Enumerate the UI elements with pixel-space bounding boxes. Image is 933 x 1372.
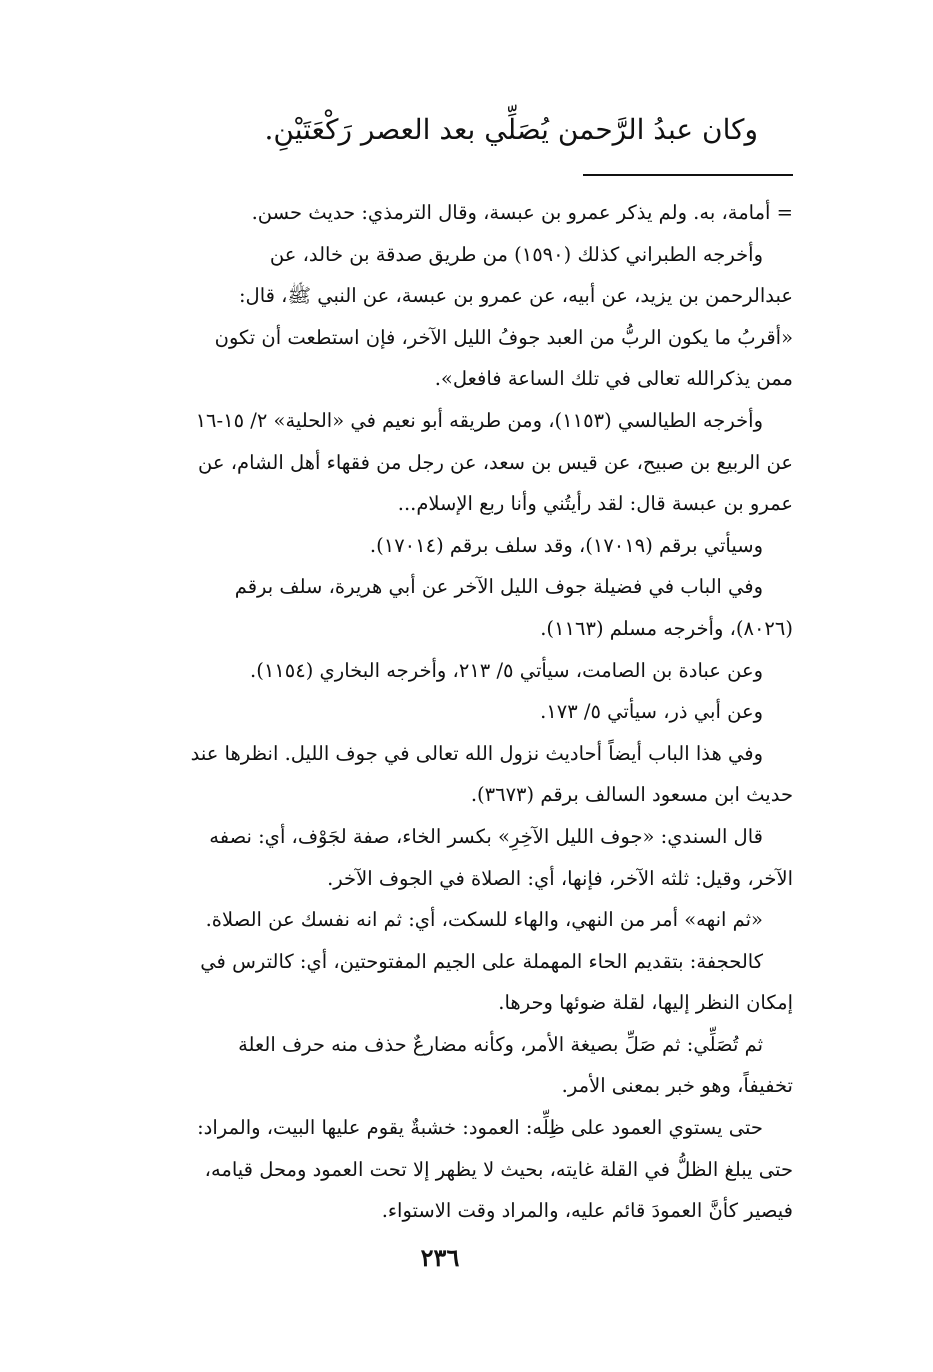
footnote-line: ثم تُصَلِّي: ثم صَلِّ بصيغة الأمر، وكأنه مضارعٌ حذف منه حرف العلة bbox=[238, 1032, 763, 1056]
footnote-line: وأخرجه الطيالسي (١١٥٣)، ومن طريقه أبو نعيم في «الحلية» ٢/ ١٥-١٦ bbox=[195, 408, 763, 432]
footnote-line: عن الربيع بن صبيح، عن قيس بن سعد، عن رجل من فقهاء أهل الشام، عن bbox=[198, 450, 793, 474]
page-number: ٢٣٦ bbox=[420, 1243, 460, 1272]
footnote-line: عمرو بن عبسة قال: لقد رأيتُني وأنا ربع الإسلام... bbox=[397, 492, 793, 516]
footnote-line: وعن أبي ذر، سيأتي ٥/ ١٧٣. bbox=[540, 700, 763, 724]
footnote-line: فيصير كأنَّ العمودَ قائم عليه، والمراد وقت الاستواء. bbox=[381, 1199, 793, 1223]
footnote-line: قال السندي: «جوف الليل الآخِرِ» بكسر الخاء، صفة لجَوْف، أي: نصفه bbox=[209, 824, 763, 848]
footnote-line: كالحجفة: بتقديم الحاء المهملة على الجيم المفتوحتين، أي: كالترس في bbox=[200, 949, 763, 973]
footnote-line: «أقربُ ما يكون الربُّ من العبد جوفُ الليل الآخر، فإن استطعت أن تكون bbox=[214, 325, 793, 349]
footnote-line: = أمامة، به. ولم يذكر عمرو بن عبسة، وقال الترمذي: حديث حسن. bbox=[251, 201, 793, 224]
footnote-line: حتى يستوي العمود على ظِلِّه: العمود: خشبةٌ يقوم عليها البيت، والمراد: bbox=[197, 1116, 763, 1140]
footnote-line: ممن يذكرالله تعالى في تلك الساعة فافعل». bbox=[434, 367, 793, 391]
footnote-line: وأخرجه الطبراني كذلك (١٥٩٠) من طريق صدقة بن خالد، عن bbox=[269, 242, 763, 266]
footnote-divider bbox=[583, 174, 793, 176]
footnote-line: (٨٠٢٦)، وأخرجه مسلم (١١٦٣). bbox=[540, 616, 793, 640]
footnotes bbox=[133, 192, 793, 1232]
footnote-line: عبدالرحمن بن يزيد، عن أبيه، عن عمرو بن عبسة، عن النبي ﷺ، قال: bbox=[238, 284, 793, 308]
footnote-line: وعن عبادة بن الصامت، سيأتي ٥/ ٢١٣، وأخرجه البخاري (١١٥٤). bbox=[250, 658, 763, 682]
footnote-line: وسيأتي برقم (١٧٠١٩)، وقد سلف برقم (١٧٠١٤). bbox=[369, 533, 763, 557]
footnote-line: وفي هذا الباب أيضاً أحاديث نزول الله تعالى في جوف الليل. انظرها عند bbox=[190, 741, 763, 765]
footnote-line: تخفيفاً، وهو خبر بمعنى الأمر. bbox=[561, 1074, 793, 1098]
footnote-line: حديث ابن مسعود السالف برقم (٣٦٧٣). bbox=[470, 783, 793, 807]
footnote-line: وفي الباب في فضيلة جوف الليل الآخر عن أبي هريرة، سلف برقم bbox=[234, 575, 763, 599]
footnote-line: الآخر، وقيل: ثلثه الآخر، فإنها، أي: الصلاة في الجوف الآخر. bbox=[327, 866, 793, 890]
main-text: وكان عبدُ الرَّحمن يُصَلِّي بعد العصر رَكْعَتَيْنِ. bbox=[264, 113, 758, 146]
footnote-line: حتى يبلغ الظلُّ في القلة غايته، بحيث لا يظهر إلا تحت العمود ومحل قيامه، bbox=[204, 1157, 793, 1181]
footnote-line: «ثم انهه» أمر من النهي، والهاء للسكت، أي: ثم انه نفسك عن الصلاة. bbox=[205, 908, 763, 932]
footnote-line: إمكان النظر إليها، لقلة ضوئها وحرها. bbox=[498, 991, 793, 1015]
